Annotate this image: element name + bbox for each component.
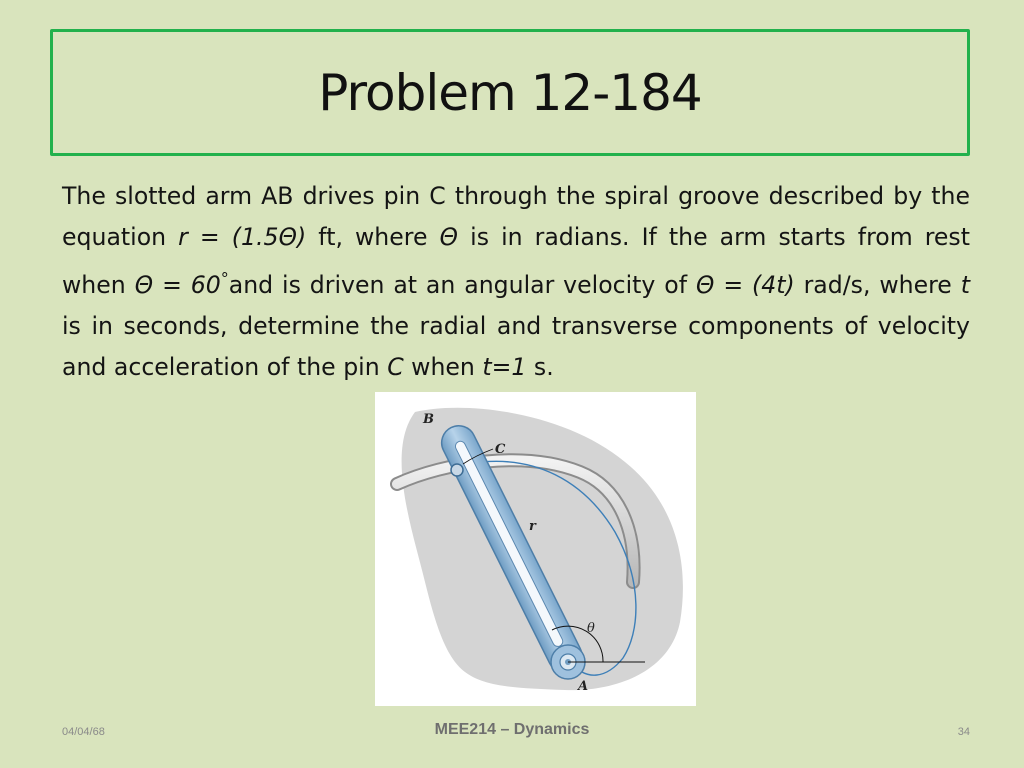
label-b: B [423, 412, 434, 427]
label-theta: θ [587, 621, 595, 636]
text-part: The slotted arm AB drives pin C through the spiral groove described by the equation [62, 182, 970, 251]
mechanism-figure [375, 392, 696, 706]
slotted-arm-diagram [375, 392, 696, 706]
equation-omega: Θ = (4t) [695, 270, 795, 299]
label-r: r [529, 519, 536, 534]
footer-course: MEE214 – Dynamics [434, 721, 590, 738]
text-part: is in seconds, determine the radial and transverse components of velocity and acceleration of the pin [62, 311, 970, 381]
title-box [50, 29, 970, 156]
slide-title: Problem 12-184 [318, 63, 702, 122]
t-variable: t [960, 270, 970, 299]
equation-theta0: Θ = 60 [134, 270, 221, 299]
text-part: rad/s, where [794, 270, 961, 299]
text-part: ft, where [306, 223, 440, 251]
text-part: s. [526, 352, 554, 381]
equation-t: t=1 [482, 352, 527, 381]
theta-symbol: Θ [439, 223, 459, 251]
label-c: C [495, 442, 506, 457]
problem-statement [62, 176, 970, 388]
text-part: when [403, 352, 483, 381]
text-part: and is driven at an angular velocity of [228, 270, 696, 299]
c-variable: C [387, 352, 404, 381]
text-part: is in radians. If the arm starts from rest when [62, 223, 970, 299]
pin-c [451, 464, 463, 476]
degree-symbol: ° [220, 269, 229, 288]
equation-r: r = (1.5Θ) [178, 223, 307, 251]
footer-page-number: 34 [957, 726, 970, 738]
label-a: A [578, 679, 589, 694]
footer-date: 04/04/68 [62, 726, 105, 738]
